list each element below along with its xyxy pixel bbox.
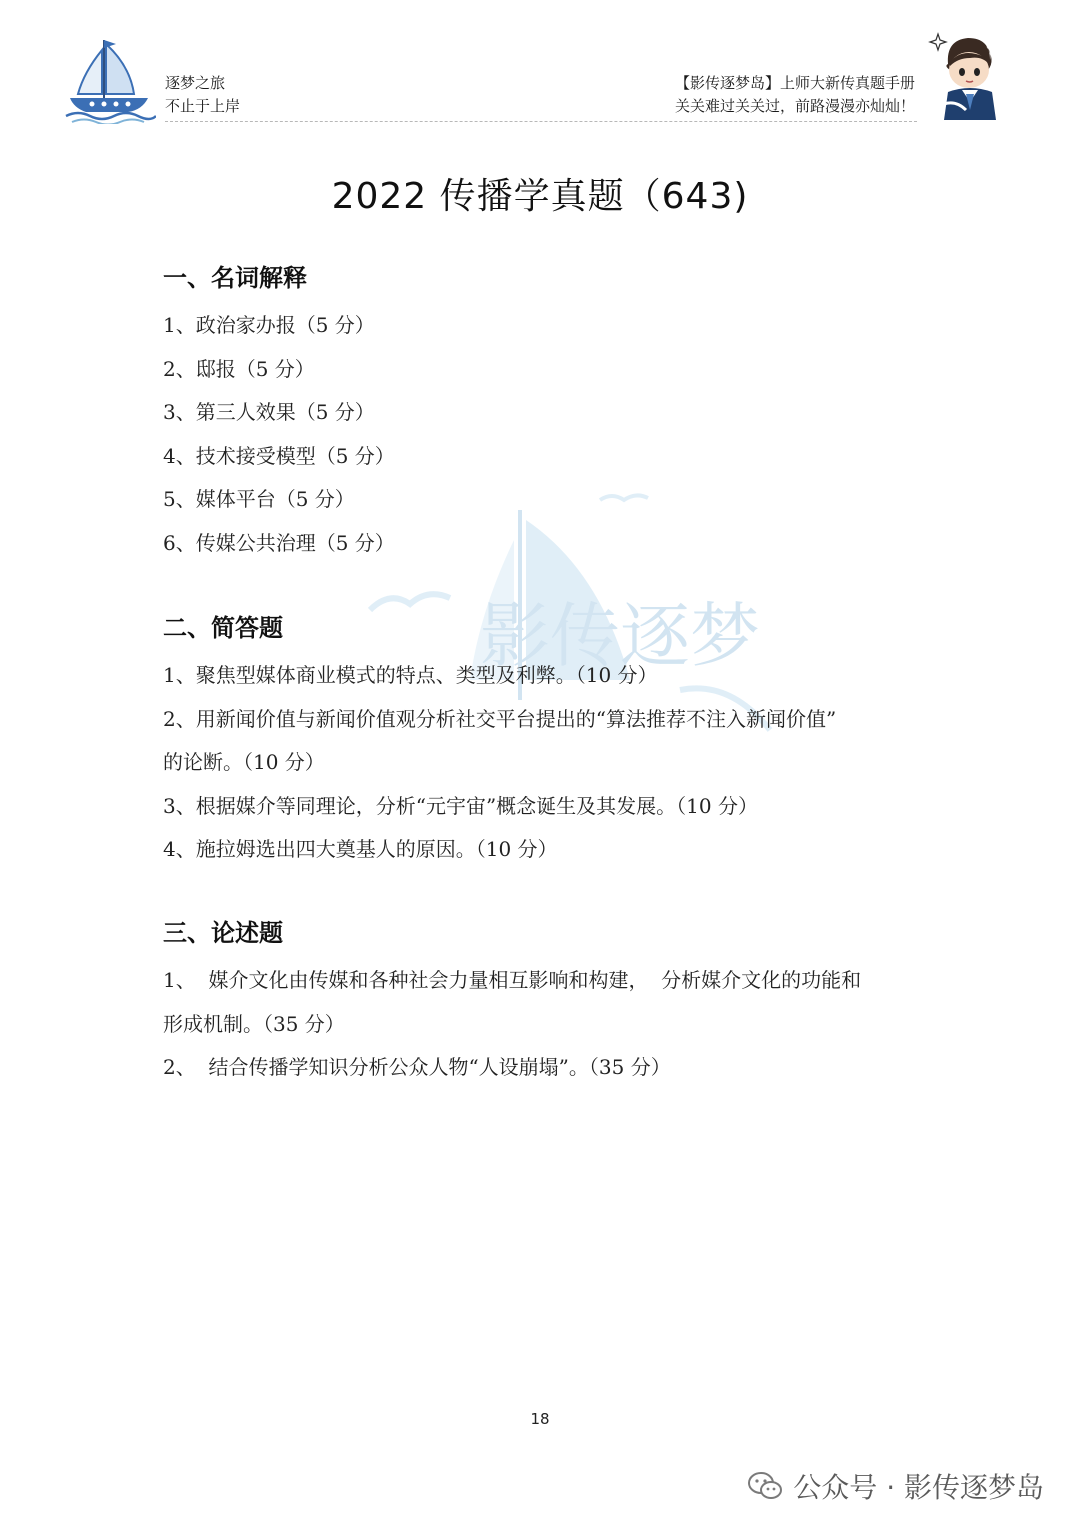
header-book-title-line1: 【影传逐梦岛】上师大新传真题手册 [674,74,915,92]
header-slogan-line1: 逐梦之旅 [165,74,226,92]
section-essay [163,915,923,1090]
header-slogan-line2: 不止于上岸 [165,97,241,115]
cartoon-boy-icon [926,30,1006,122]
question-item: 2、用新闻价值与新闻价值观分析社交平台提出的“算法推荐不注入新闻价值” [163,706,837,731]
section-short-answer [163,610,923,872]
watermark-text: 影传逐梦 [480,595,760,677]
question-item: 形成机制。（35 分） [163,1011,345,1036]
page-header [0,0,1080,130]
header-book-title [675,72,915,118]
question-item: 1、 媒介文化由传媒和各种社会力量相互影响和构建， 分析媒介文化的功能和 [163,968,862,992]
section-heading: 一、名词解释 [163,264,307,292]
question-item: 4、技术接受模型（5 分） [163,443,395,468]
question-item: 6、传媒公共治理（5 分） [163,530,395,555]
header-slogan [165,72,240,118]
question-item: 5、媒体平台（5 分） [163,487,355,511]
wechat-account-footer [747,1466,1044,1506]
header-divider [165,121,917,122]
section-terms [163,260,923,565]
sailboat-logo-icon [64,36,156,124]
question-item: 4、施拉姆选出四大奠基人的原因。（10 分） [163,837,558,861]
wechat-account-label: 公众号 · 影传逐梦岛 [793,1471,1044,1504]
question-item: 1、聚焦型媒体商业模式的特点、类型及利弊。（10 分） [163,663,658,687]
question-item: 2、邸报（5 分） [163,356,315,381]
question-item: 3、第三人效果（5 分） [163,400,375,424]
question-item: 3、根据媒介等同理论，分析“元宇宙”概念诞生及其发展。（10 分） [163,793,758,818]
question-item: 的论断。（10 分） [163,750,325,774]
section-heading: 三、论述题 [163,919,283,947]
page-number: 18 [530,1410,550,1428]
question-item: 1、政治家办报（5 分） [163,313,375,337]
wechat-icon [747,1471,783,1501]
question-item: 2、 结合传播学知识分析公众人物“人设崩塌”。（35 分） [163,1055,671,1079]
page-title: 2022 传播学真题（643) [331,176,749,217]
section-heading: 二、简答题 [163,614,283,642]
header-book-title-line2: 关关难过关关过，前路漫漫亦灿灿！ [674,97,915,115]
